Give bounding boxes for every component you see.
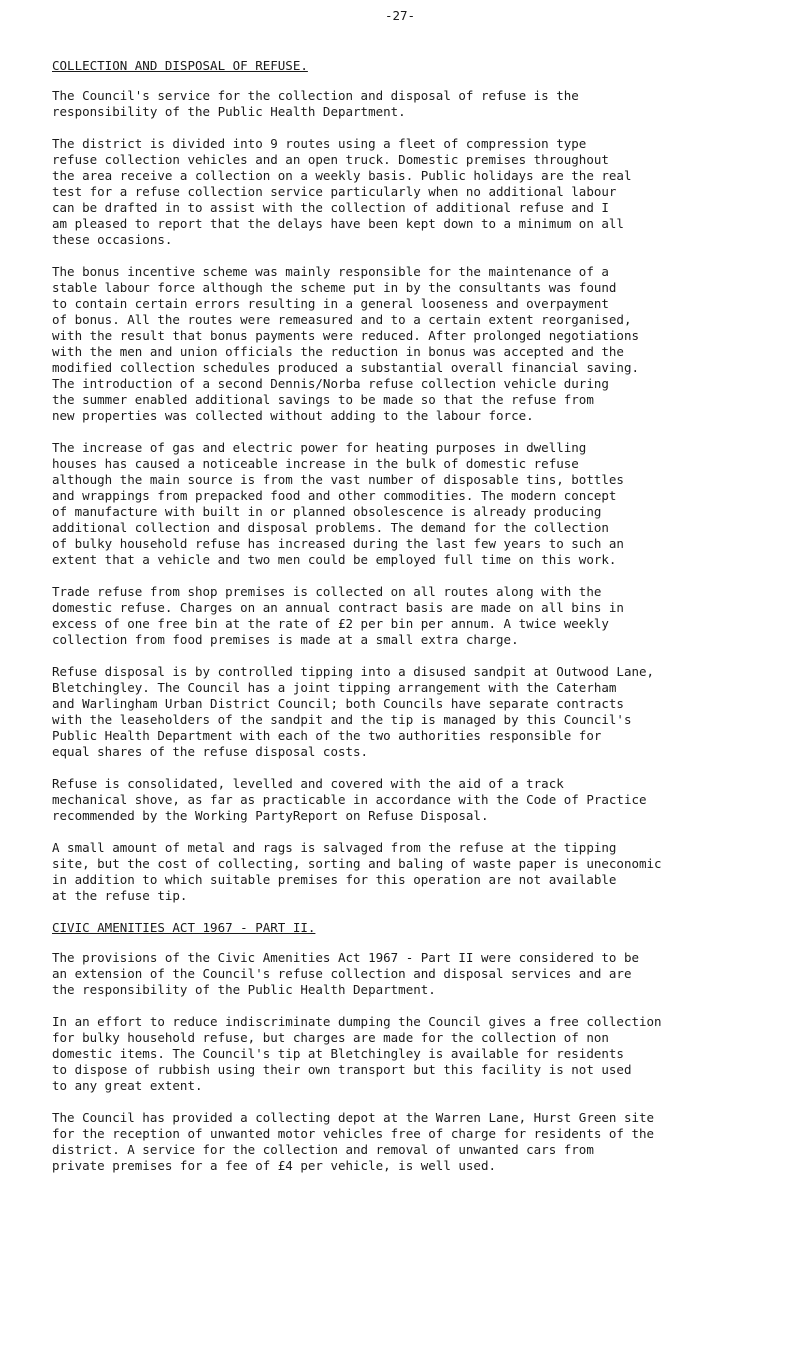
paragraph: The Council has provided a collecting depot at the Warren Lane, Hurst Green site for the reception of unwanted motor vehicles free of charge for residents of the district. A service for the collection and removal of unwanted cars from private premises for a fee of £4 per vehicle, is well used.	[52, 1110, 655, 1173]
section-heading-refuse: COLLECTION AND DISPOSAL OF REFUSE.	[52, 58, 308, 73]
paragraph: In an effort to reduce indiscriminate dumping the Council gives a free collection for bulky household refuse, but charges are made for the collection of non domestic items. The Council's tip at Bletchingley is available for residents to dispose of rubbish using their own transport but this facility is not used to any great extent.	[52, 1014, 662, 1093]
document-body	[52, 58, 782, 1190]
paragraph: The bonus incentive scheme was mainly responsible for the maintenance of a stable labour force although the scheme put in by the consultants was found to contain certain errors resulting in a general looseness and overpayment of bonus. All the routes were remeasured and to a certain extent reorganised, with the result that bonus payments were reduced. After prolonged negotiations with the men and union officials the reduction in bonus was accepted and the modified collection schedules produced a substantial overall financial saving. The introduction of a second Dennis/Norba refuse collection vehicle during the summer enabled additional savings to be made so that the refuse from new properties was collected without adding to the labour force.	[52, 264, 639, 423]
paragraph: The provisions of the Civic Amenities Act 1967 - Part II were considered to be an extension of the Council's refuse collection and disposal services and are the responsibility of the Public Health Department.	[52, 950, 639, 997]
page-number: -27-	[384, 8, 416, 23]
paragraph: Refuse disposal is by controlled tipping into a disused sandpit at Outwood Lane, Bletchingley. The Council has a joint tipping arrangement with the Caterham and Warlingham Urban District Council; both Councils have separate contracts with the leaseholders of the sandpit and the tip is managed by this Council's Public Health Department with each of the two authorities responsible for equal shares of the refuse disposal costs.	[52, 664, 655, 759]
paragraph: Refuse is consolidated, levelled and covered with the aid of a track mechanical shove, as far as practicable in accordance with the Code of Practice recommended by the Working PartyReport on Refuse Disposal.	[52, 776, 647, 823]
paragraph: A small amount of metal and rags is salvaged from the refuse at the tipping site, but the cost of collecting, sorting and baling of waste paper is uneconomic in addition to which suitable premises for this operation are not available at the refuse tip.	[52, 840, 662, 903]
section-heading-civic-amenities: CIVIC AMENITIES ACT 1967 - PART II.	[52, 920, 316, 935]
paragraph: The increase of gas and electric power for heating purposes in dwelling houses has caused a noticeable increase in the bulk of domestic refuse although the main source is from the vast number of disposable tins, bottles and wrappings from prepacked food and other commodities. The modern concept of manufacture with built in or planned obsolescence is already producing additional collection and disposal problems. The demand for the collection of bulky household refuse has increased during the last few years to such an extent that a vehicle and two men could be employed full time on this work.	[52, 440, 624, 567]
paragraph: Trade refuse from shop premises is collected on all routes along with the domestic refuse. Charges on an annual contract basis are made on all bins in excess of one free bin at the rate of £2 per bin per annum. A twice weekly collection from food premises is made at a small extra charge.	[52, 584, 624, 647]
paragraph: The Council's service for the collection and disposal of refuse is the responsibility of the Public Health Department.	[52, 88, 579, 119]
paragraph: The district is divided into 9 routes using a fleet of compression type refuse collection vehicles and an open truck. Domestic premises throughout the area receive a collection on a weekly basis. Public holidays are the real test for a refuse collection service particularly when no additional labour can be drafted in to assist with the collection of additional refuse and I am pleased to report that the delays have been kept down to a minimum on all these occasions.	[52, 136, 632, 247]
